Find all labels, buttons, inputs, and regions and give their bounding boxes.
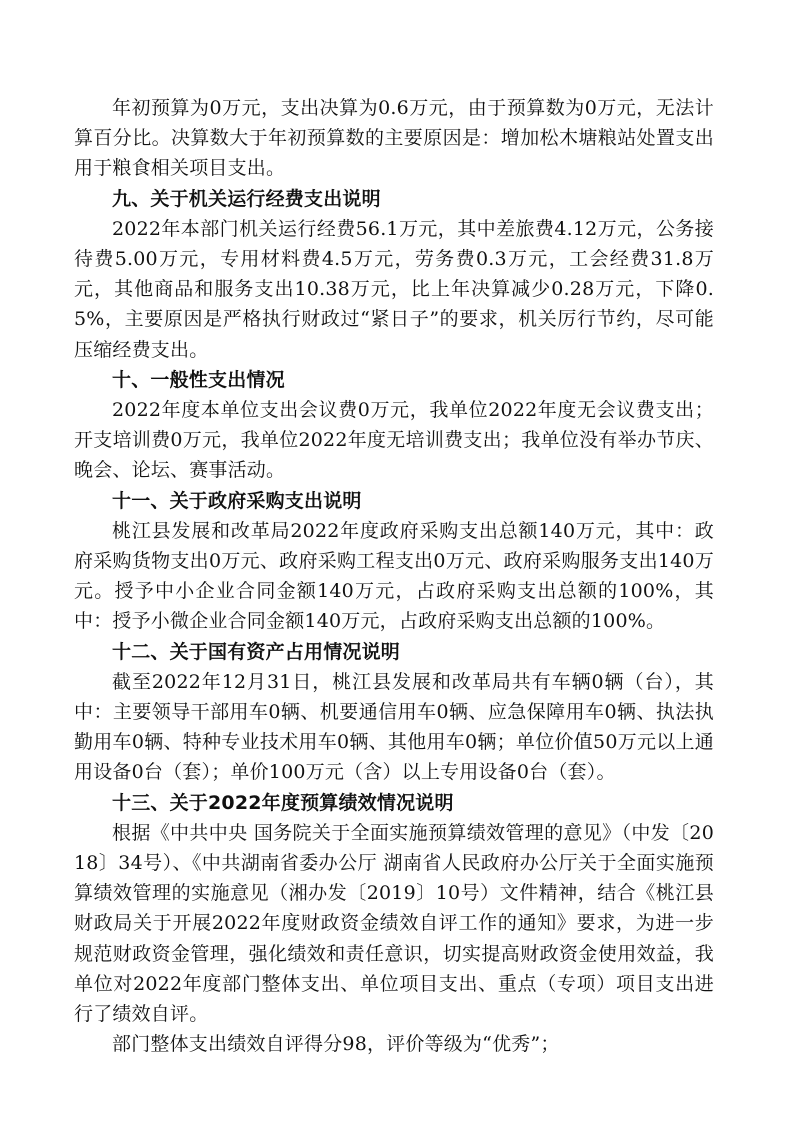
paragraph-government-procurement: 桃江县发展和改革局2022年度政府采购支出总额140万元，其中：政府采购货物支出0万元、政府采购工程支出0万元、政府采购服务支出140万元。授予中小企业合同金额140万元，占政府采购支出总额的100%，其中：授予小微企业合同金额140万元，占政府采购支出总额的100%。 [74,519,714,633]
paragraph-operating-expenses: 2022年本部门机关运行经费56.1万元，其中差旅费4.12万元，公务接待费5.00万元，专用材料费4.5万元，劳务费0.3万元，工会经费31.8万元，其他商品和服务支出10.38万元，比上年决算减少0.28万元，下降0.5%，主要原因是严格执行财政过“紧日子”的要求，机关厉行节约，尽可能压缩经费支出。 [74,217,714,361]
heading-section-10: 十、一般性支出情况 [112,368,285,391]
heading-section-12: 十二、关于国有资产占用情况说明 [112,640,401,663]
paragraph-budget-food-station: 年初预算为0万元，支出决算为0.6万元，由于预算数为0万元，无法计算百分比。决算数大于年初预算数的主要原因是：增加松木塘粮站处置支出用于粮食相关项目支出。 [74,97,714,180]
paragraph-performance-basis: 根据《中共中央 国务院关于全面实施预算绩效管理的意见》（中发〔2018〕34号）、《中共湖南省委办公厅 湖南省人民政府办公厅关于全面实施预算绩效管理的实施意见（湘办发〔2019〕10号）文件精神，结合《桃江县财政局关于开展2022年度财政资金绩效自评工作的通知》要求，为进一步规范财政资金管理，强化绩效和责任意识，切实提高财政资金使用效益，我单位对2022年度部门整体支出、单位项目支出、重点（专项）项目支出进行了绩效自评。 [74,821,714,1026]
paragraph-state-assets: 截至2022年12月31日，桃江县发展和改革局共有车辆0辆（台），其中：主要领导干部用车0辆、机要通信用车0辆、应急保障用车0辆、执法执勤用车0辆、特种专业技术用车0辆、其他用车0辆；单位价值50万元以上通用设备0台（套）；单价100万元（含）以上专用设备0台（套）。 [74,670,714,784]
paragraph-general-expenses: 2022年度本单位支出会议费0万元，我单位2022年度无会议费支出；开支培训费0万元，我单位2022年度无培训费支出；我单位没有举办节庆、晚会、论坛、赛事活动。 [74,399,714,482]
heading-section-13: 十三、关于2022年度预算绩效情况说明 [112,791,454,814]
heading-section-9: 九、关于机关运行经费支出说明 [112,187,381,210]
paragraph-performance-score: 部门整体支出绩效自评得分98，评价等级为“优秀”； [112,1033,560,1056]
heading-section-11: 十一、关于政府采购支出说明 [112,489,362,512]
